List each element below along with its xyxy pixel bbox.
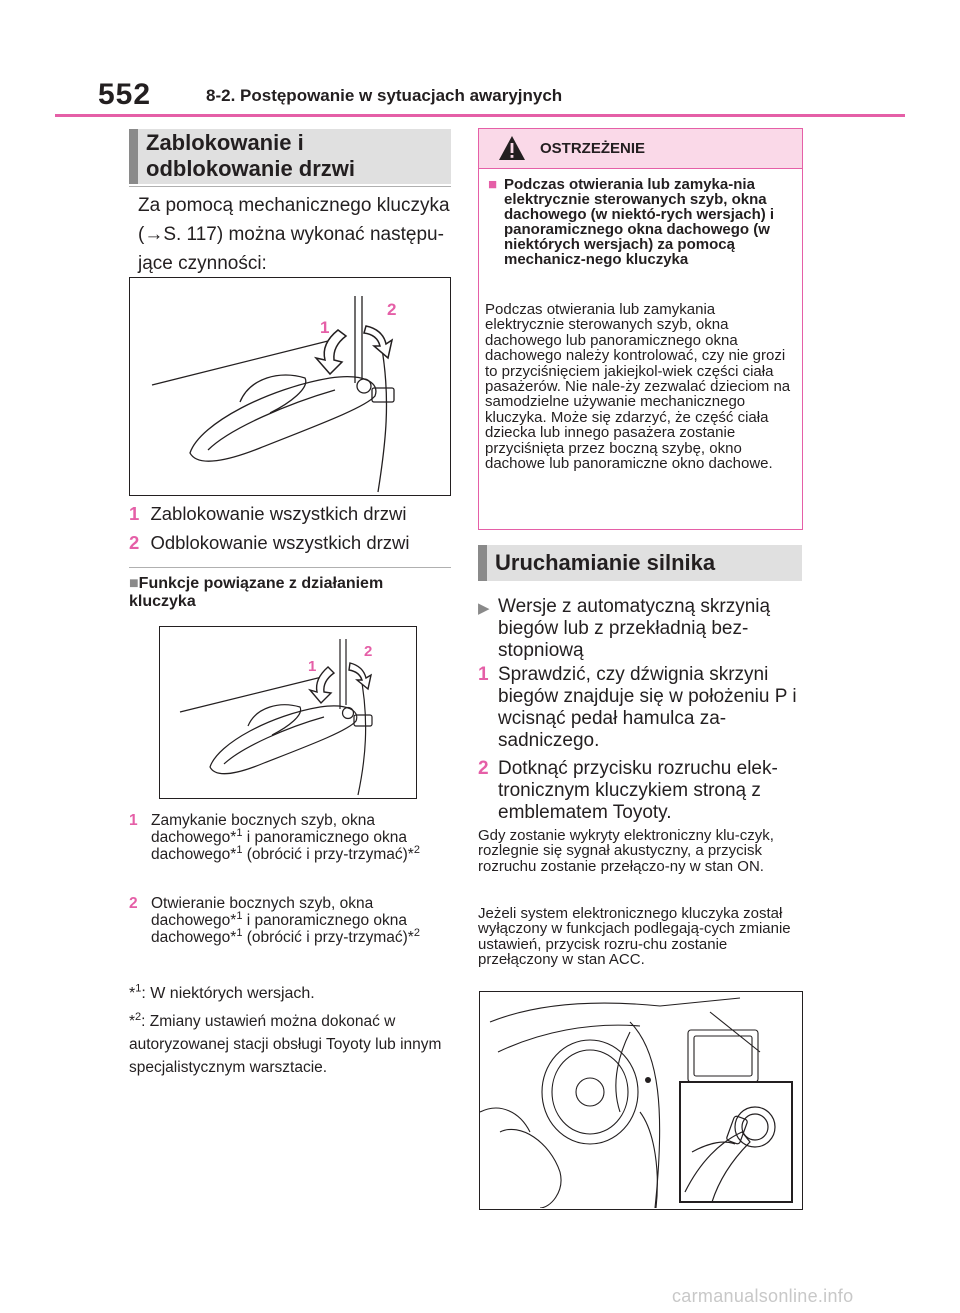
open-windows-item <box>129 895 449 946</box>
fig1-label-2: 2 <box>387 300 397 319</box>
subsection-divider <box>129 567 451 568</box>
fig2-label-2: 2 <box>364 643 373 660</box>
paragraph-key-detected: Gdy zostanie wykryty elektroniczny klu-czyk, rozlegnie się sygnał akustyczny, a przycisk rozruchu zostanie przełączo-ny w stan ON. <box>478 827 774 875</box>
footnote-1: *$^1$: W niektórych wersjach. <box>129 982 315 1002</box>
version-bullet <box>478 596 798 662</box>
close-windows-item <box>129 812 449 863</box>
door-handle-drawing-2 <box>160 627 415 797</box>
bullet-text: Wersje z automatyczną skrzynią biegów lub z przekładnią bez-stopniową <box>498 596 771 661</box>
item-number: 2 <box>129 532 140 553</box>
item-text: Odblokowanie wszystkich drzwi <box>150 532 410 553</box>
item-text: Zamykanie bocznych szyb, okna dachowego*$^1$ i panoramicznego okna dachowego*$^1$ (obrócić i przy-trzymać)*$^2$ <box>151 812 420 863</box>
watermark-footer: carmanualsonline.info <box>672 1286 854 1306</box>
step-2 <box>478 758 800 824</box>
subheading-text: Funkcje powiązane z działaniem kluczyka <box>129 575 384 610</box>
cockpit-drawing <box>480 992 801 1208</box>
item-number: 2 <box>129 895 138 912</box>
step-text: Sprawdzić, czy dźwignia skrzyni biegów znajduje się w położeniu P i wcisnąć pedał hamulca za-sadniczego. <box>498 664 797 751</box>
fig1-label-1: 1 <box>320 318 330 337</box>
step-number: 1 <box>478 664 489 685</box>
section-title-engine-start: Uruchamianie silnika <box>478 545 802 581</box>
section-underline <box>129 186 451 187</box>
step-text: Dotknąć przycisku rozruchu elek-tronicznym kluczykiem stroną z emblematem Toyoty. <box>498 758 778 823</box>
engine-start-illustration <box>479 991 803 1210</box>
fig2-label-1: 1 <box>308 658 317 675</box>
section-title-locking: Zablokowanie i odblokowanie drzwi <box>129 129 451 184</box>
warning-marker: ■ <box>488 176 498 193</box>
unlock-all-doors-item <box>129 529 410 557</box>
paragraph-key-disabled: Jeżeli system elektronicznego kluczyka został wyłączony w funkcjach podlegają-cych zmianie ustawień, przycisk rozru-chu zostanie przełączony w stan ACC. <box>478 905 791 968</box>
lock-all-doors-item <box>129 500 406 528</box>
subheading-marker: ■ <box>129 575 139 592</box>
item-text: Otwieranie bocznych szyb, okna dachowego*$^1$ i panoramicznego okna dachowego*$^1$ (obrócić i przy-trzymać)*$^2$ <box>151 895 420 946</box>
header-rule <box>55 114 905 117</box>
step-1 <box>478 664 800 752</box>
warning-body: Podczas otwierania lub zamykania elektrycznie sterowanych szyb, okna dachowego lub panoramicznego okna dachowego należy kontrolować, czy nie grozi to przyciśnięciem jakiejkol-wiek części ciała pasażerów. Nie nale-ży zezwalać dzieciom na samodzielne używanie mechanicznego kluczyka. Może się zdarzyć, że część ciała dziecka lub innego pasażera zostanie przyciśnięta przez boczną szybę, okno dachowe lub panoramiczne okno dachowe. <box>485 301 791 473</box>
bullet-triangle-icon: ▶ <box>478 600 490 617</box>
step-number: 2 <box>478 758 489 779</box>
item-text: Zablokowanie wszystkich drzwi <box>150 503 407 524</box>
item-number: 1 <box>129 812 138 829</box>
item-number: 1 <box>129 503 140 524</box>
subheading-key-functions <box>129 575 449 611</box>
door-handle-drawing-1 <box>130 278 449 494</box>
footnote-2: *$^2$: Zmiany ustawień można dokonać w autoryzowanej stacji obsługi Toyoty lub innym specjalistycznym warsztacie. <box>129 1010 442 1076</box>
warning-subheading <box>488 177 793 267</box>
warning-subheading-text: Podczas otwierania lub zamyka-nia elektrycznie sterowanych szyb, okna dachowego (w niektó-rych wersjach) i panoramicznego okna dachowego (w niektórych wersjach) za pomocą mechanicz-nego kluczyka <box>504 176 775 268</box>
door-handle-illustration-2 <box>159 626 417 799</box>
warning-header <box>479 129 802 169</box>
chapter-title: 8-2. Postępowanie w sytuacjach awaryjnych <box>206 86 563 105</box>
warning-box <box>478 128 803 530</box>
page-number: 552 <box>98 78 152 111</box>
warning-triangle-icon <box>497 134 527 162</box>
intro-text: Za pomocą mechanicznego kluczyka (→S. 117) można wykonać następu-jące czynności: <box>138 195 450 274</box>
door-handle-illustration-1 <box>129 277 451 496</box>
warning-title: OSTRZEŻENIE <box>540 140 646 157</box>
